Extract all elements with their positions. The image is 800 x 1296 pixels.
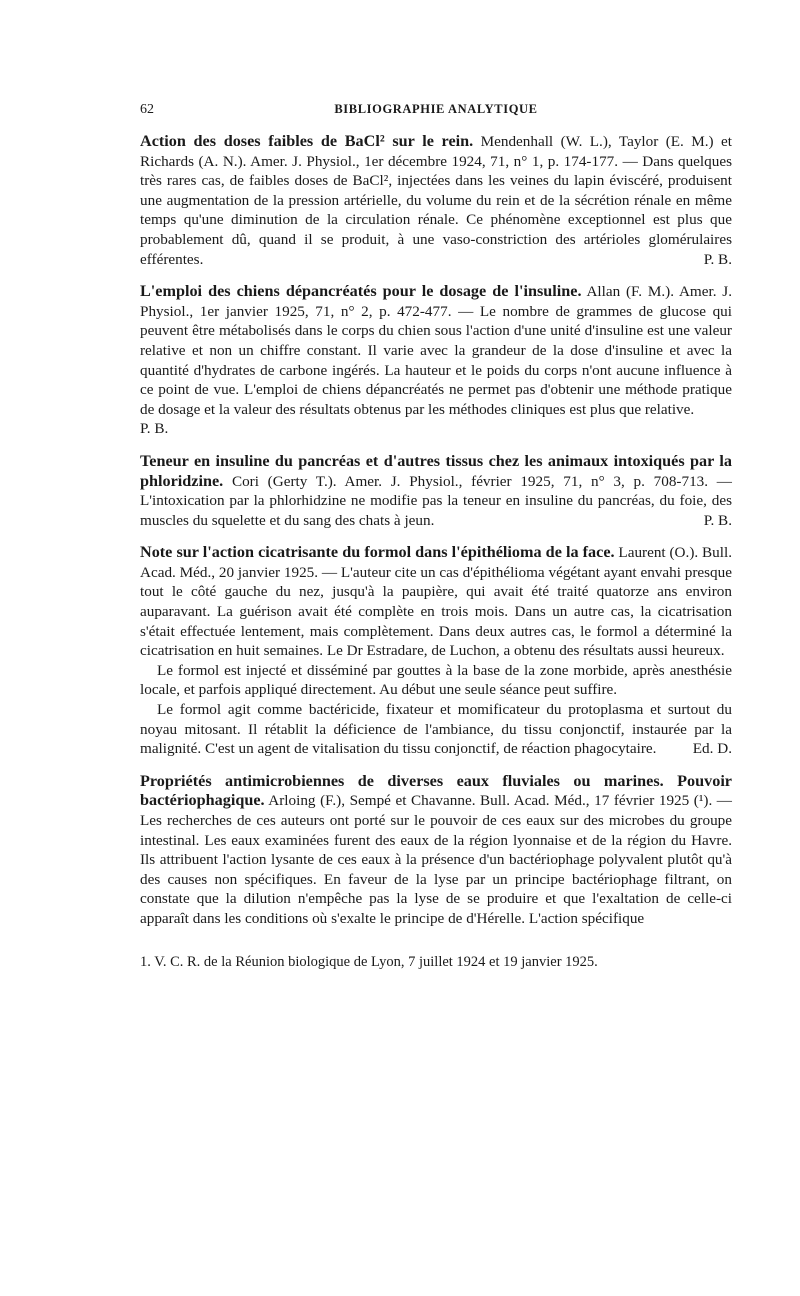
entry-text: Arloing (F.), Sempé et Chavanne. Bull. Acad. Méd., 17 février 1925 (¹). — Les recherches de ces auteurs ont porté sur le pouvoir de ces eaux sur des microbes du groupe intestinal. Les eaux examinées furent des eaux de la région lyonnaise et de la région du Havre. Ils attribuent l'action lysante de ces eaux à la présence d'un bactériophage polyvalent plutôt qu'à des causes non spécifiques. En faveur de la lyse par un principe bactériophage filtrant, on constate que la dilution n'empêche pas la lyse de se produire et que l'exaltation de celle-ci apparaît dans les conditions où s'exalte le principe de d'Hérelle. L'action spécifique <box>140 792 732 927</box>
entry-text: Mendenhall (W. L.), Taylor (E. M.) et Richards (A. N.). Amer. J. Physiol., 1er décembre 1924, 71, n° 1, p. 174-177. — Dans quelques très rares cas, de faibles doses de BaCl², injectées dans les veines du lapin éviscéré, produisent une augmentation de la pression artérielle, du volume du rein et de la sécrétion rénale en même temps qu'une diminution de la circulation rénale. Ce phénomène exceptionnel est plus que probablement dû, quand il se produit, à une vaso-constriction des artérioles glomérulaires efférentes. <box>140 133 732 268</box>
abstract-entry <box>140 132 732 269</box>
page-number: 62 <box>140 102 154 117</box>
entry-paragraph <box>140 700 732 759</box>
running-head: BIBLIOGRAPHIE ANALYTIQUE <box>334 102 538 116</box>
entry-signature: Ed. D. <box>692 740 732 758</box>
abstract-entry <box>140 452 732 530</box>
entry-paragraph <box>140 543 732 661</box>
abstract-entry <box>140 543 732 759</box>
entry-paragraph <box>140 452 732 530</box>
entry-signature: P. B. <box>703 250 732 268</box>
entry-text: Le formol agit comme bactéricide, fixateur et momificateur du protoplasma et surtout du noyau mitosant. Il rétablit la déficience de l'ambiance, du tissu conjonctif, instaurée par la malignité. C'est un agent de vitalisation du tissu conjonctif, de réaction phagocytaire. <box>140 701 732 758</box>
abstract-entry <box>140 282 732 439</box>
entry-text: Allan (F. M.). Amer. J. Physiol., 1er janvier 1925, 71, n° 2, p. 472-477. — Le nombre de grammes de glucose qui peuvent être métabolisés dans le corps du chien sous l'action d'une unité d'insuline est une valeur relative et non un chiffre constant. Il varie avec la grandeur de la dose d'insuline et avec la quantité d'hydrates de carbone ingérés. La hauteur et le poids du corps n'ont aucune influence à ce point de vue. L'emploi de chiens dépancréatés ne permet pas d'obtenir une méthode pratique de dosage et la valeur des résultats obtenus par les méthodes cliniques est plus que relative. <box>140 283 732 418</box>
entry-paragraph: Le formol est injecté et disséminé par gouttes à la base de la zone morbide, après anesthésie locale, et parfois appliqué directement. Au début une seule séance peut suffire. <box>140 661 732 699</box>
entry-title: L'emploi des chiens dépancréatés pour le dosage de l'insuline. <box>140 282 582 301</box>
document-page <box>140 100 732 972</box>
footnote: 1. V. C. R. de la Réunion biologique de Lyon, 7 juillet 1924 et 19 janvier 1925. <box>140 953 598 970</box>
entry-signature: P. B. <box>140 420 169 438</box>
entry-title: Action des doses faibles de BaCl² sur le rein. <box>140 132 474 150</box>
entry-paragraph <box>140 282 732 419</box>
entry-signature: P. B. <box>703 511 732 529</box>
page-header <box>140 100 732 122</box>
entry-text: Cori (Gerty T.). Amer. J. Physiol., février 1925, 71, n° 3, p. 708-713. — L'intoxication par la phlorhidzine ne modifie pas la teneur en insuline du pancréas, du foie, des muscles du squelette et du sang des chats à jeun. <box>140 472 732 529</box>
entry-title: Note sur l'action cicatrisante du formol dans l'épithélioma de la face. <box>140 543 615 562</box>
entry-title: Teneur en insuline du pancréas et d'autres tissus chez les animaux intoxiqués par la phloridzine. <box>140 451 732 490</box>
abstract-entry <box>140 772 732 929</box>
entry-title: Propriétés antimicrobiennes de diverses eaux fluviales ou marines. Pouvoir bactériophagique. <box>140 771 732 810</box>
entry-paragraph <box>140 132 732 269</box>
entry-text: Laurent (O.). Bull. Acad. Méd., 20 janvier 1925. — L'auteur cite un cas d'épithélioma végétant ayant envahi presque tout le côté gauche du nez, jusqu'à la paupière, qui avait été traité quatorze ans environ auparavant. La guérison avait été complète en trois mois. Dans un autre cas, la cicatrisation s'était effectuée lentement, mais complètement. Dans deux autres cas, le formol a déterminé la cicatrisation en huit semaines. Le Dr Estradare, de Luchon, a obtenu des résultats aussi heureux. <box>140 544 732 660</box>
entry-paragraph <box>140 772 732 929</box>
